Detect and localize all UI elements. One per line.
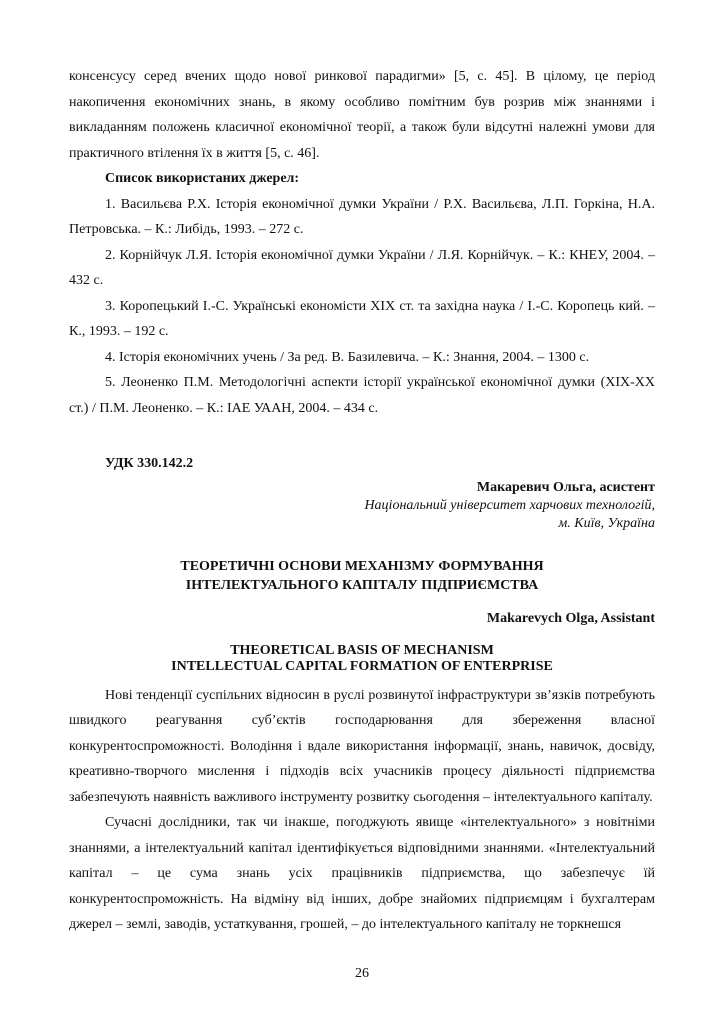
reference-item: 2. Корнійчук Л.Я. Історія економічної думки України / Л.Я. Корнійчук. – К.: КНЕУ, 2004. – 432 с. (69, 247, 655, 288)
reference-item: 4. Історія економічних учень / За ред. В. Базилевича. – К.: Знання, 2004. – 1300 с. (105, 349, 590, 365)
author-name-uk: Макаревич Ольга, асистент (476, 479, 655, 495)
reference-item: 5. Леоненко П.М. Методологічні аспекти історії української економічної думки (XIX-XX ст.) / П.М. Леоненко. – К.: ІАЕ УААН, 2004. – 434 с. (69, 375, 655, 416)
article-title-uk (69, 557, 655, 595)
title-en-line1: THEORETICAL BASIS OF MECHANISM (230, 642, 494, 658)
reference-item: 1. Васильєва Р.Х. Історія економічної думки України / Р.Х. Васильєва, Л.П. Горкіна, Н.А. Петровська. – К.: Либідь, 1993. – 272 с. (69, 196, 655, 237)
author-name-en: Makarevych Olga, Assistant (486, 610, 655, 626)
affiliation-line1: Національний університет харчових технологій, (364, 497, 655, 513)
author-block-uk (69, 479, 655, 533)
page-number: 26 (355, 966, 369, 981)
references-title: Список використаних джерел: (105, 171, 300, 186)
title-uk-line2: ІНТЕЛЕКТУАЛЬНОГО КАПІТАЛУ ПІДПРИЄМСТВА (185, 577, 539, 593)
document-page (69, 64, 655, 938)
udk-code: УДК 330.142.2 (105, 456, 194, 471)
title-uk-line1: ТЕОРЕТИЧНІ ОСНОВИ МЕХАНІЗМУ ФОРМУВАННЯ (180, 558, 544, 574)
title-en-line2: INTELLECTUAL CAPITAL FORMATION OF ENTERPRISE (171, 658, 553, 674)
body-paragraph: Сучасні дослідники, так чи інакше, погоджують явище «інтелектуального» з новітніми знаннями, а інтелектуальний капітал ідентифікується відповідними знаннями. «Інтелектуальний капітал – це сума знань усіх працівників підприємства, що забезпечує їй конкурентоспроможність. На відміну від інших, добре знайомих підприємцям і бухгалтерам джерел – землі, заводів, устаткування, грошей, – до інтелектуального капіталу не торкнешся (69, 815, 655, 932)
article-title-en (69, 643, 655, 675)
body-paragraph: Нові тенденції суспільних відносин в руслі розвинутої інфраструктури зв’язків потребують швидкого реагування суб’єктів господарювання для збереження власної конкурентоспроможності. Володіння і вдале використання інформації, знань, навичок, досвіду, креативно-творчого мислення і підходів всіх учасників процесу діяльності підприємства забезпечують наявність важливого інструменту розвитку сьогодення – інтелектуального капіталу. (69, 687, 655, 805)
reference-item: 3. Коропецький І.-С. Українські економісти XIX ст. та західна наука / І.-С. Коропець кий. – К., 1993. – 192 с. (69, 298, 655, 339)
affiliation-line2: м. Київ, Україна (558, 515, 655, 531)
intro-paragraph: консенсусу серед вчених щодо нової ринкової парадигми» [5, с. 45]. В цілому, це період накопичення економічних знань, в якому особливо помітним був розрив між знаннями і викладанням положень класичної економічної теорії, а також були відсутні належні умови для практичного втілення їх в життя [5, с. 46]. (69, 69, 655, 161)
